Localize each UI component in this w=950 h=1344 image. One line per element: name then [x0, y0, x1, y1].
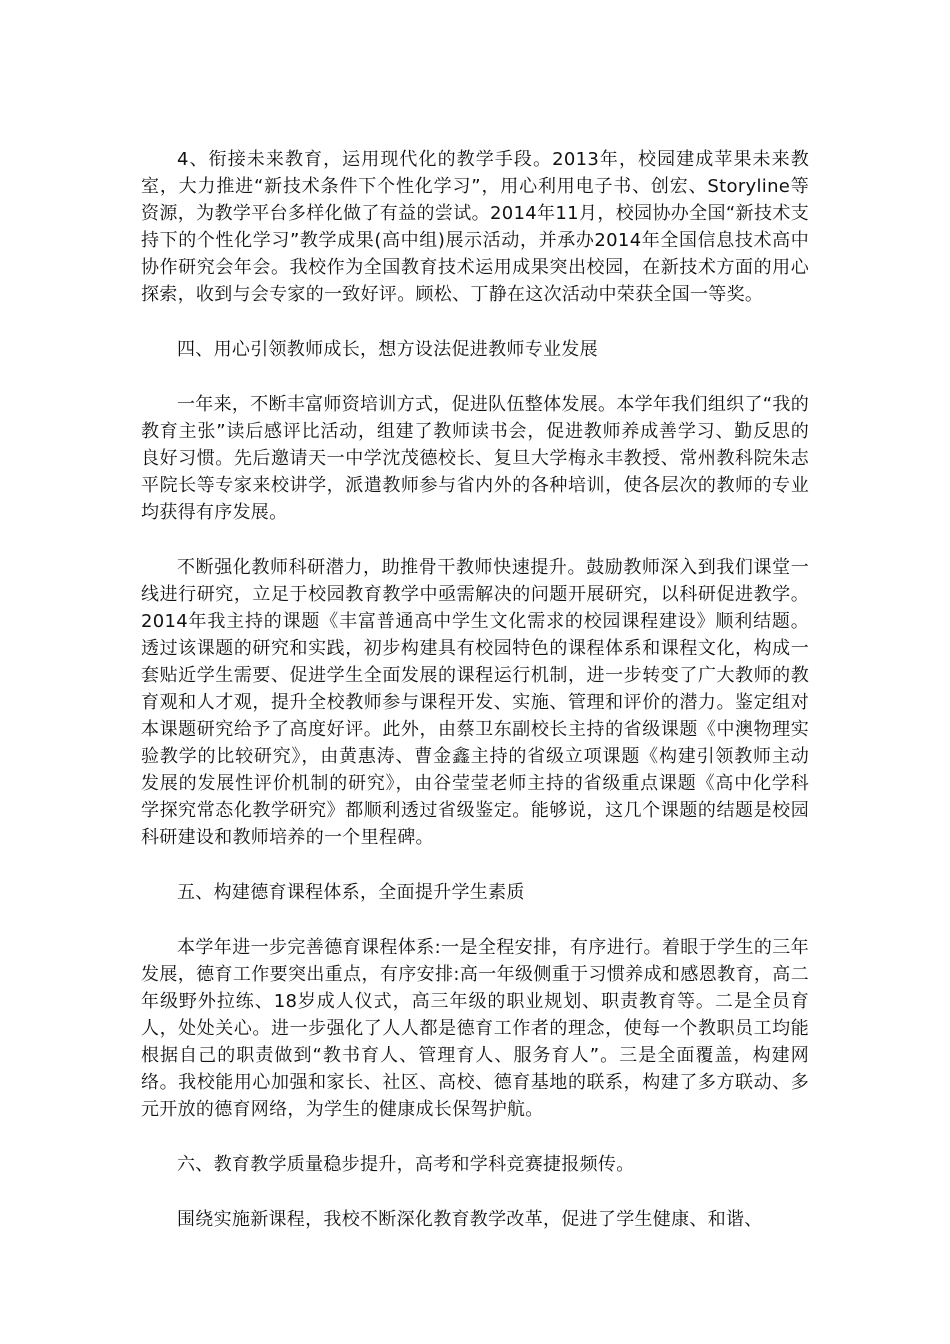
paragraph-innovation-teaching: 4、衔接未来教育，运用现代化的教学手段。2013年，校园建成苹果未来教室，大力推进“新技术条件下个性化学习”，用心利用电子书、创宏、Storyline等资源，为教学平台多样化做了有益的尝试。2014年11月，校园协办全国“新技术支持下的个性化学习”教学成果(高中组)展示活动，并承办2014年全国信息技术高中协作研究会年会。我校作为全国教育技术运用成果突出校园，在新技术方面的用心探索，收到与会专家的一致好评。顾松、丁静在这次活动中荣获全国一等奖。: [141, 149, 809, 305]
paragraph-new-curriculum: 围绕实施新课程，我校不断深化教育教学改革，促进了学生健康、和谐、: [177, 1209, 763, 1230]
paragraph-moral-curriculum: 本学年进一步完善德育课程体系:一是全程安排，有序进行。着眼于学生的三年发展，德育工作要突出重点，有序安排:高一年级侧重于习惯养成和感恩教育，高二年级野外拉练、18岁成人仪式，高三年级的职业规划、职责教育等。二是全员育人，处处关心。进一步强化了人人都是德育工作者的理念，使每一个教职员工均能根据自己的职责做到“教书育人、管理育人、服务育人”。三是全面覆盖，构建网络。我校能用心加强和家长、社区、高校、德育基地的联系，构建了多方联动、多元开放的德育网络，为学生的健康成长保驾护航。: [141, 937, 809, 1120]
paragraph-research-capacity: 不断强化教师科研潜力，助推骨干教师快速提升。鼓励教师深入到我们课堂一线进行研究，立足于校园教育教学中亟需解决的问题开展研究，以科研促进教学。2014年我主持的课题《丰富普通高中学生文化需求的校园课程建设》顺利结题。透过该课题的研究和实践，初步构建具有校园特色的课程体系和课程文化，构成一套贴近学生需要、促进学生全面发展的课程运行机制，进一步转变了广大教师的教育观和人才观，提升全校教师参与课程开发、实施、管理和评价的潜力。鉴定组对本课题研究给予了高度好评。此外，由蔡卫东副校长主持的省级课题《中澳物理实验教学的比较研究》，由黄惠涛、曹金鑫主持的省级立项课题《构建引领教师主动发展的发展性评价机制的研究》，由谷莹莹老师主持的省级重点课题《高中化学科学探究常态化教学研究》都顺利透过省级鉴定。能够说，这几个课题的结题是校园科研建设和教师培养的一个里程碑。: [141, 557, 809, 848]
section-heading-teacher-growth: 四、用心引领教师成长，想方设法促进教师专业发展: [177, 339, 598, 360]
paragraph-teacher-training: 一年来，不断丰富师资培训方式，促进队伍整体发展。本学年我们组织了“我的教育主张”读后感评比活动，组建了教师读书会，促进教师养成善学习、勤反思的良好习惯。先后邀请天一中学沈茂德校长、复旦大学梅永丰教授、常州教科院朱志平院长等专家来校讲学，派遣教师参与省内外的各种培训，使各层次的教师的专业均获得有序发展。: [141, 394, 809, 523]
section-heading-teaching-quality: 六、教育教学质量稳步提升，高考和学科竞赛捷报频传。: [177, 1154, 635, 1175]
section-heading-moral-education: 五、构建德育课程体系，全面提升学生素质: [177, 882, 525, 903]
document-body: [141, 146, 809, 1261]
